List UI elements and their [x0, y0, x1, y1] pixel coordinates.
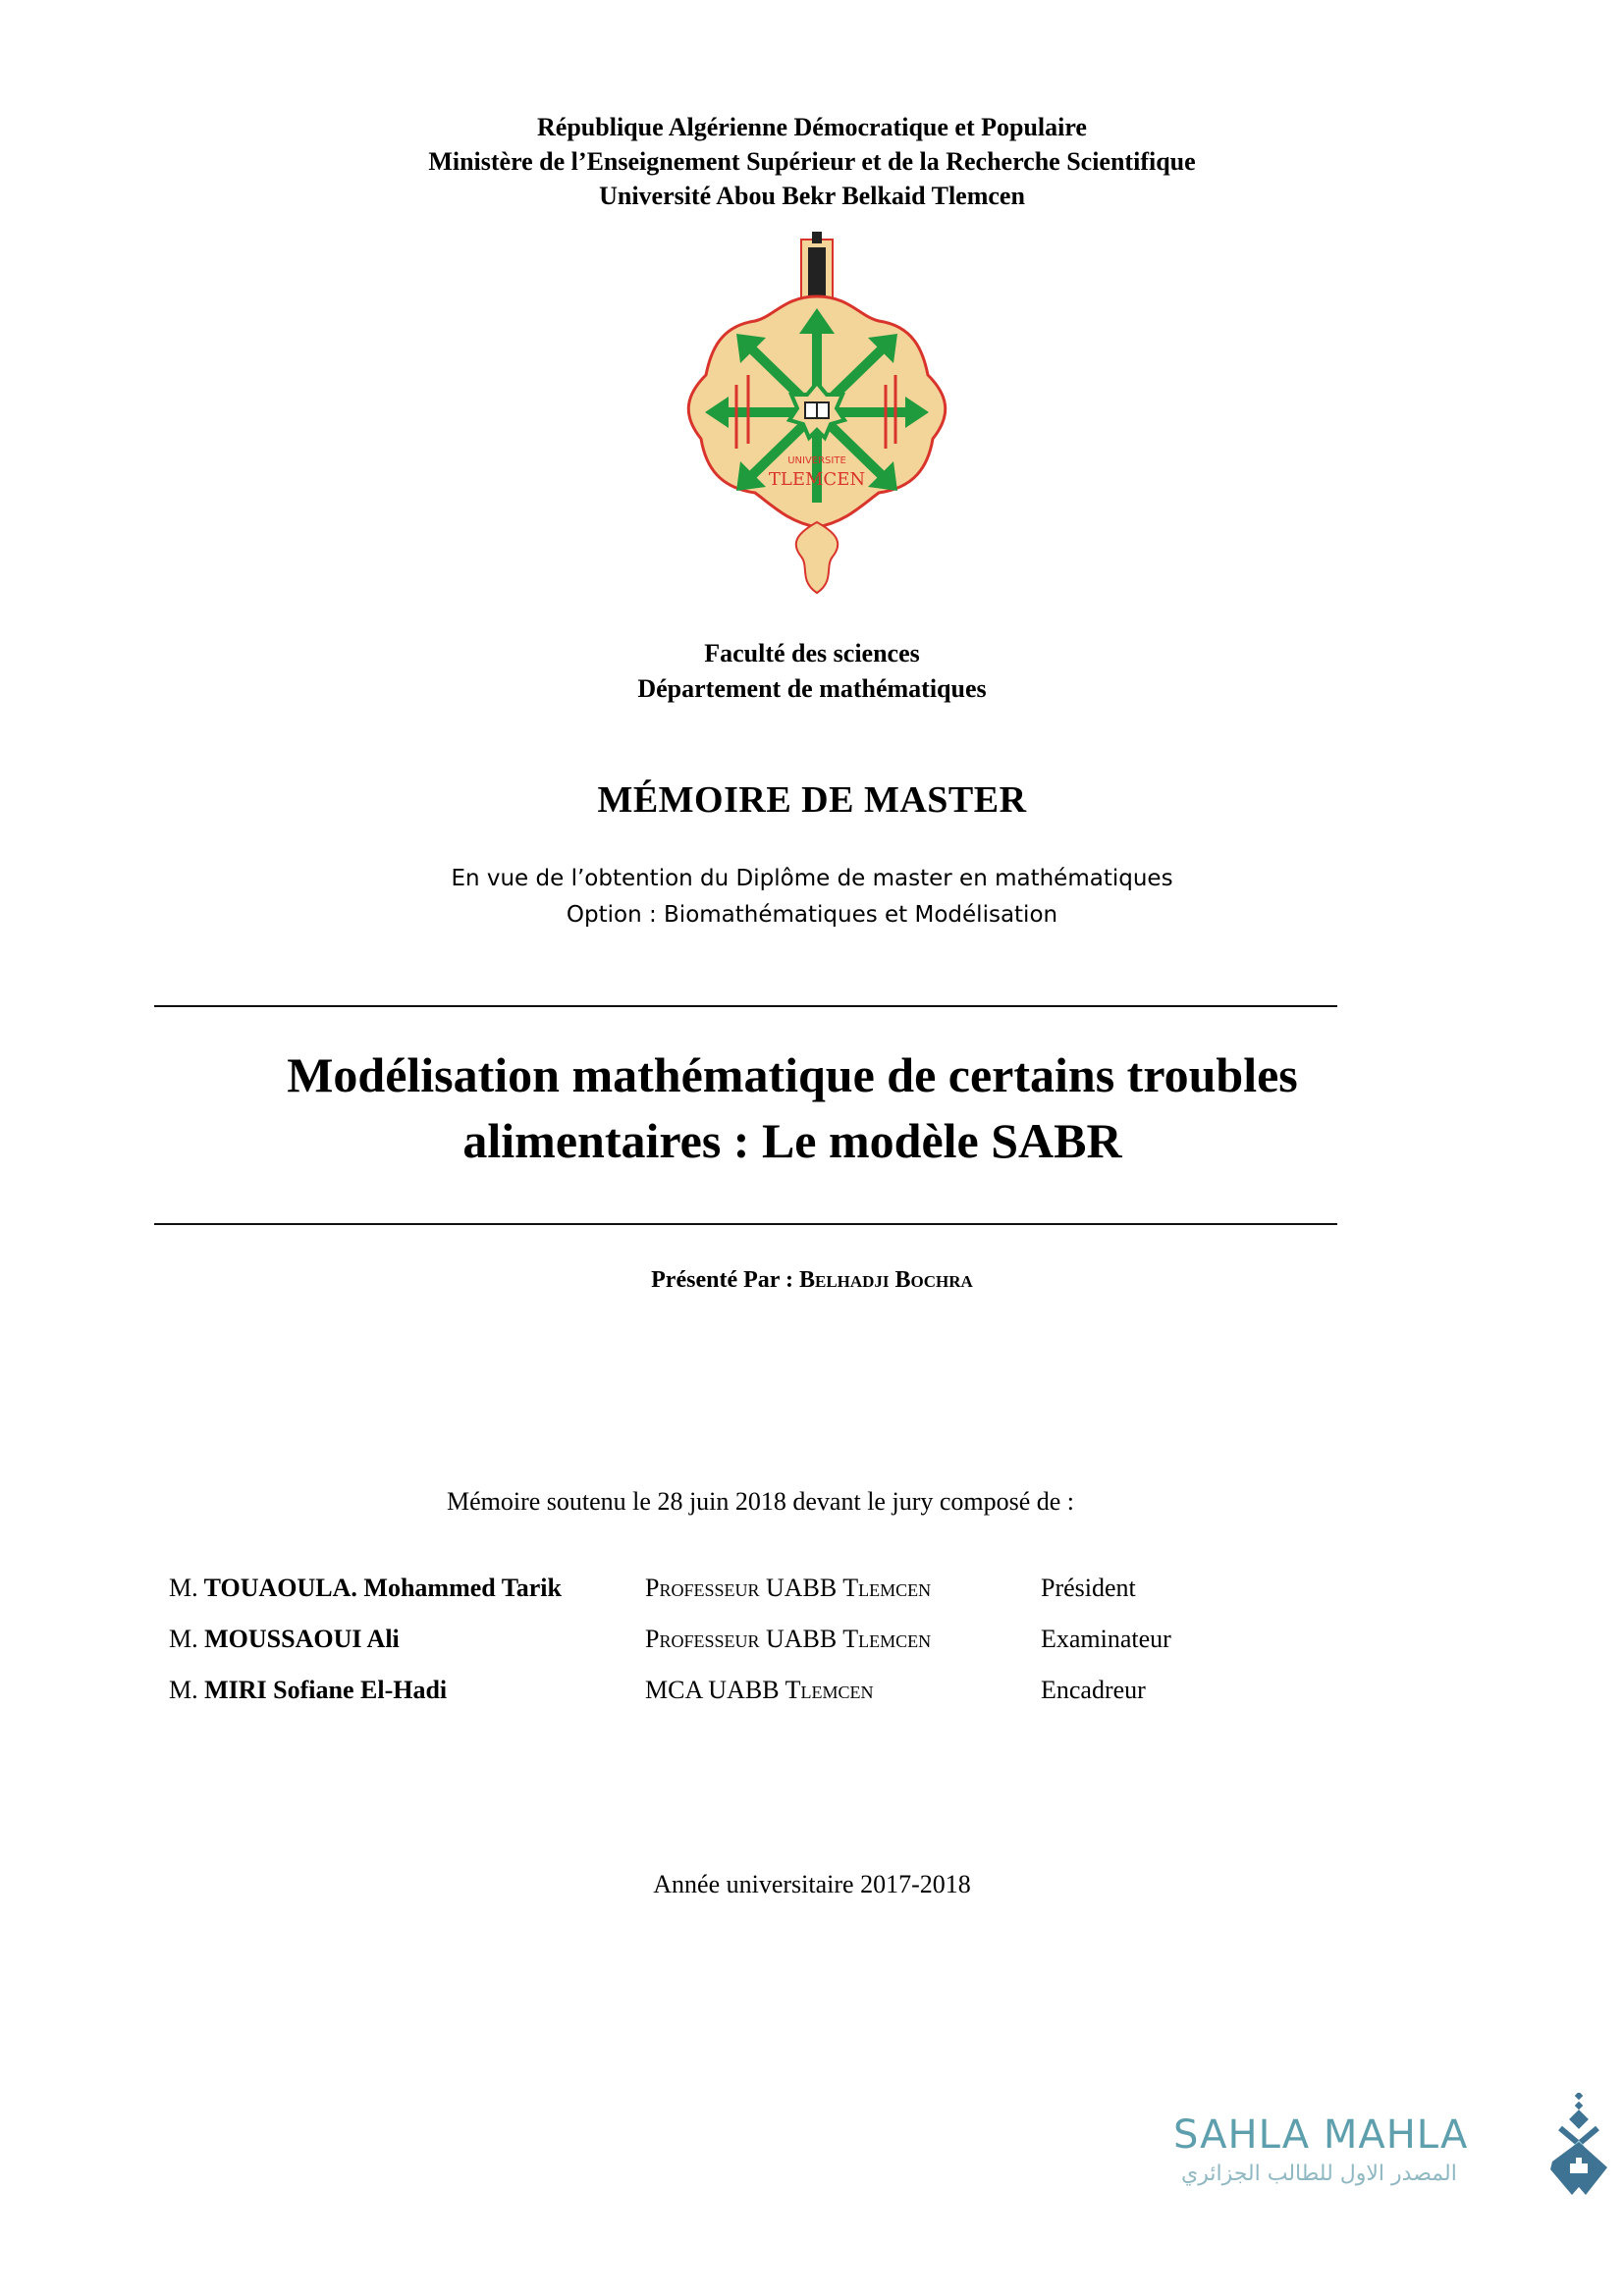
document-type: MÉMOIRE DE MASTER	[597, 779, 1027, 821]
sahla-mahla-logo-icon	[1546, 2093, 1613, 2201]
thesis-title-line1: Modélisation mathématique de certains troubles	[287, 1047, 1298, 1102]
header-university: Université Abou Bekr Belkaid Tlemcen	[599, 182, 1025, 210]
jury-intro: Mémoire soutenu le 28 juin 2018 devant le jury composé de :	[447, 1487, 1075, 1516]
title-rule-bottom	[154, 1223, 1337, 1225]
jury-member-name: M. MIRI Sofiane El-Hadi	[169, 1676, 448, 1704]
jury-member-role: Examinateur	[1041, 1625, 1171, 1653]
diploma-purpose: En vue de l’obtention du Diplôme de master en mathématiques	[451, 866, 1173, 891]
presented-by	[0, 1267, 1624, 1294]
jury-member-role: Encadreur	[1041, 1676, 1146, 1704]
jury-member-rank: MCA UABB Tlemcen	[645, 1676, 874, 1704]
sahla-mahla-watermark	[1173, 2110, 1615, 2209]
thesis-title-line2: alimentaires : Le modèle SABR	[462, 1113, 1122, 1168]
presented-label: Présenté Par :	[651, 1267, 793, 1293]
watermark-brand: SAHLA MAHLA	[1173, 2112, 1469, 2158]
svg-text:TLEMCEN: TLEMCEN	[768, 469, 866, 490]
department-name: Département de mathématiques	[637, 674, 987, 703]
jury-member-rank: Professeur UABB Tlemcen	[645, 1625, 932, 1653]
header-republic: République Algérienne Démocratique et Populaire	[537, 113, 1087, 141]
jury-member-name: M. MOUSSAOUI Ali	[169, 1625, 400, 1653]
svg-text:UNIVERSITE: UNIVERSITE	[787, 455, 846, 466]
option-line: Option : Biomathématiques et Modélisation	[566, 902, 1058, 928]
author-name: Belhadji Bochra	[798, 1267, 973, 1293]
jury-member-role: Président	[1041, 1574, 1136, 1602]
title-rule-top	[154, 1005, 1337, 1007]
jury-member-name: M. TOUAOULA. Mohammed Tarik	[169, 1574, 562, 1602]
jury-member-rank: Professeur UABB Tlemcen	[645, 1574, 932, 1602]
faculty-name: Faculté des sciences	[704, 639, 920, 667]
header-ministry: Ministère de l’Enseignement Supérieur et de la Recherche Scientifique	[428, 147, 1196, 176]
watermark-tagline: المصدر الاول للطالب الجزائري	[1181, 2162, 1457, 2186]
university-emblem-icon	[677, 228, 957, 601]
academic-year: Année universitaire 2017-2018	[653, 1870, 971, 1898]
